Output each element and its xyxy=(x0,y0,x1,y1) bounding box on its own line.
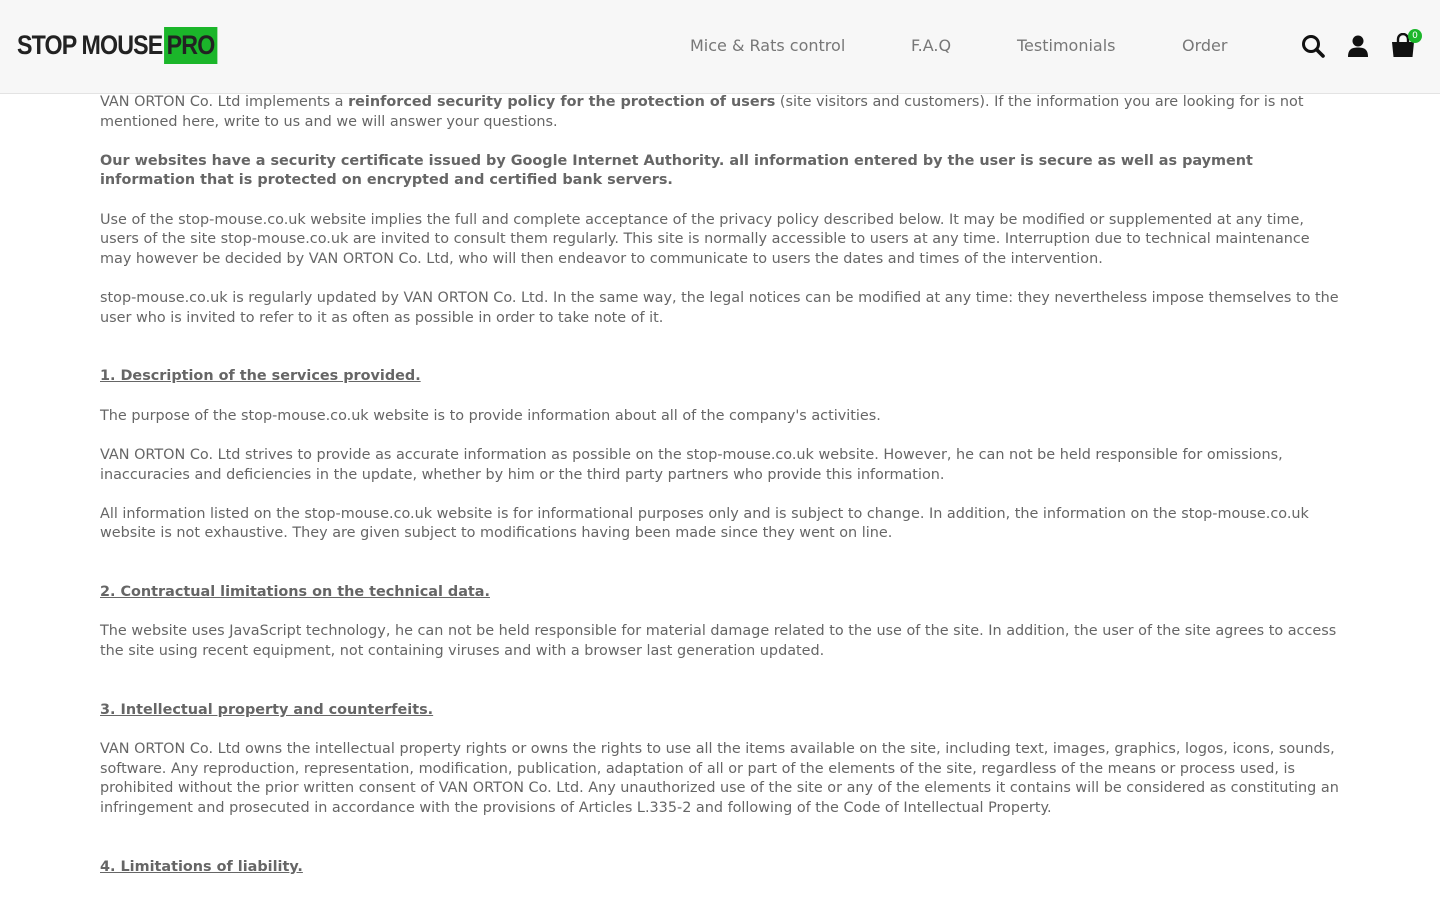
logo-main-text: STOP MOUSE xyxy=(17,30,163,60)
section-heading-intellectual-property: 3. Intellectual property and counterfeits. xyxy=(100,701,434,718)
site-logo[interactable] xyxy=(17,27,217,64)
nav-order[interactable]: Order xyxy=(1182,36,1228,55)
section-heading-liability: 4. Limitations of liability. xyxy=(100,858,303,875)
section-heading-technical: 2. Contractual limitations on the technical data. xyxy=(100,583,490,600)
logo-pro-badge: PRO xyxy=(164,27,217,64)
cart-count-badge: 0 xyxy=(1408,29,1422,43)
site-header xyxy=(0,0,1440,94)
legal-content xyxy=(100,93,1345,897)
technical-paragraph-1: The website uses JavaScript technology, he can not be held responsible for material damage related to the use of the site. In addition, the user of the site agrees to access the site using recent equipment, not containing viruses and with a browser last generation updated. xyxy=(100,623,1337,660)
updates-paragraph: stop-mouse.co.uk is regularly updated by VAN ORTON Co. Ltd. In the same way, the legal notices can be modified at any time: they nevertheless impose themselves to the user who is invited to refer to it as often as possible in order to take note of it. xyxy=(100,289,1339,326)
section-heading-services: 1. Description of the services provided. xyxy=(100,368,421,385)
services-paragraph-3: All information listed on the stop-mouse.co.uk website is for informational purposes only and is subject to change. In addition, the information on the stop-mouse.co.uk website is not exhaustive. They are given subject to modifications having been made since they went on line. xyxy=(100,505,1309,542)
acceptance-paragraph: Use of the stop-mouse.co.uk website implies the full and complete acceptance of the privacy policy described below. It may be modified or supplemented at any time, users of the site stop-mouse.co.uk are invited to consult them regularly. This site is normally accessible to users at any time. Interruption due to technical maintenance may however be decided by VAN ORTON Co. Ltd, who will then endeavor to communicate to users the dates and times of the intervention. xyxy=(100,211,1310,267)
nav-faq[interactable]: F.A.Q xyxy=(911,36,952,55)
services-paragraph-2: VAN ORTON Co. Ltd strives to provide as accurate information as possible on the stop-mouse.co.uk website. However, he can not be held responsible for omissions, inaccuracies and deficiencies in the update, whether by him or the third party partners who provide this information. xyxy=(100,446,1283,483)
nav-testimonials[interactable]: Testimonials xyxy=(1017,36,1116,55)
search-icon[interactable] xyxy=(1301,34,1325,58)
services-paragraph-1: The purpose of the stop-mouse.co.uk website is to provide information about all of the company's activities. xyxy=(100,407,881,424)
user-icon[interactable] xyxy=(1348,35,1368,57)
nav-mice-rats-control[interactable]: Mice & Rats control xyxy=(690,36,846,55)
intellectual-property-paragraph-1: VAN ORTON Co. Ltd owns the intellectual property rights or owns the rights to use all the items available on the site, including text, images, graphics, logos, icons, sounds, software. Any reproduction, representation, modification, publication, adaptation of all or part of the elements of the site, regardless of the means or process used, is prohibited without the prior written consent of VAN ORTON Co. Ltd. Any unauthorized use of the site or any of the elements it contains will be considered as constituting an infringement and prosecuted in accordance with the provisions of Articles L.335-2 and following of the Code of Intellectual Property. xyxy=(100,741,1339,817)
intro-paragraph: VAN ORTON Co. Ltd implements a reinforced security policy for the protection of users (site visitors and customers). If the information you are looking for is not mentioned here, write to us and we will answer your questions. xyxy=(100,94,1304,130)
certificate-paragraph: Our websites have a security certificate issued by Google Internet Authority. all information entered by the user is secure as well as payment information that is protected on encrypted and certified bank servers. xyxy=(100,152,1253,189)
intro-bold-text: reinforced security policy for the protection of users xyxy=(348,94,776,110)
